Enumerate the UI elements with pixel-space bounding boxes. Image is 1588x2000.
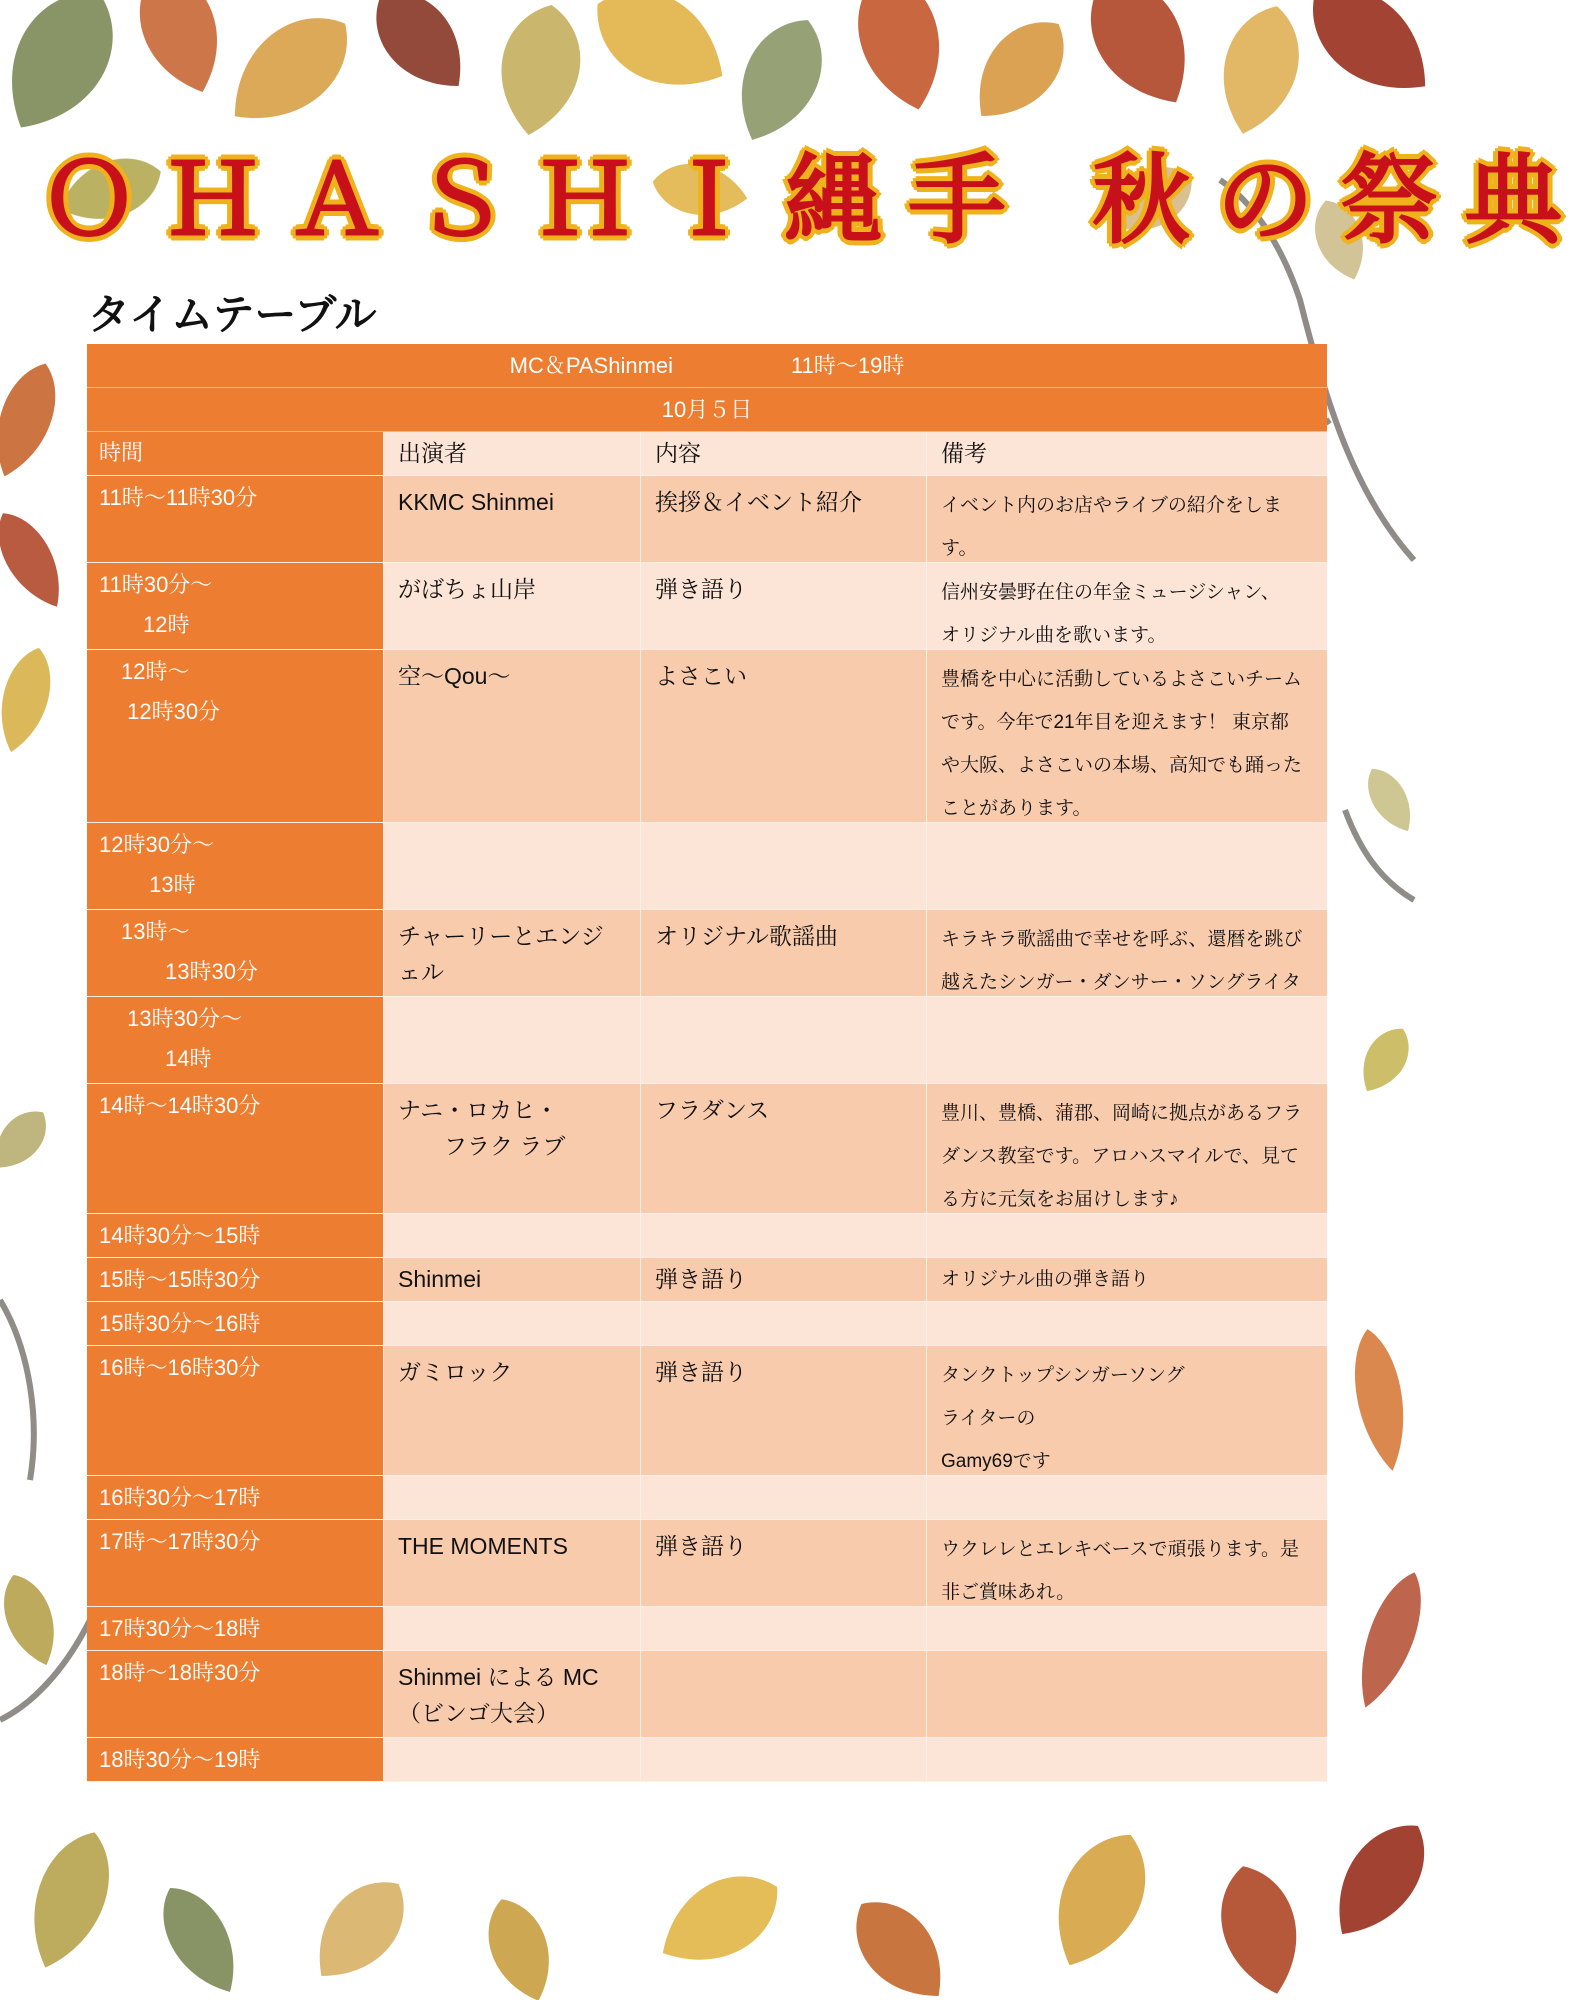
content-cell [641, 1476, 927, 1519]
date-header-row: 10月５日 [87, 388, 1327, 432]
table-row [87, 823, 1327, 910]
note-cell: 豊橋を中心に活動しているよさこいチームです。今年で21年目を迎えます！ 東京都 や大阪、よさこいの本場、高知でも踊ったことがあります。 [927, 650, 1327, 822]
time-cell: 14時〜14時30分 [87, 1084, 384, 1213]
time-cell: 16時30分〜17時 [87, 1476, 384, 1519]
note-cell: キラキラ歌謡曲で幸せを呼ぶ、還暦を跳び越えたシンガー・ダンサー・ソングライタ [927, 910, 1327, 996]
content-cell: 弾き語り [641, 563, 927, 649]
content-cell [641, 1302, 927, 1345]
content-cell: 弾き語り [641, 1346, 927, 1475]
time-cell: 13時30分〜 14時 [87, 997, 384, 1083]
note-cell: オリジナル曲の弾き語り [927, 1258, 1327, 1301]
time-cell: 15時30分〜16時 [87, 1302, 384, 1345]
performer-cell: ナニ・ロカヒ・ フラク ラブ [384, 1084, 641, 1213]
performer-cell [384, 1214, 641, 1257]
table-row [87, 1651, 1327, 1738]
content-cell: フラダンス [641, 1084, 927, 1213]
performer-cell: Shinmei による MC （ビンゴ大会） [384, 1651, 641, 1737]
timetable-body [87, 476, 1327, 1782]
timetable-heading: タイムテーブル [88, 290, 377, 339]
table-row [87, 1084, 1327, 1214]
mc-pa-label: MC＆PAShinmei [509, 353, 674, 378]
performer-cell: ガミロック [384, 1346, 641, 1475]
table-row [87, 1302, 1327, 1346]
mc-header-row [87, 344, 1327, 388]
note-cell [927, 1738, 1327, 1781]
time-cell: 18時30分〜19時 [87, 1738, 384, 1781]
table-row [87, 1214, 1327, 1258]
table-row [87, 1607, 1327, 1651]
note-cell [927, 997, 1327, 1083]
content-cell [641, 997, 927, 1083]
time-cell: 11時30分〜 12時 [87, 563, 384, 649]
note-cell: ウクレレとエレキベースで頑張ります。是非ご賞味あれ。 [927, 1520, 1327, 1606]
time-cell: 13時〜 13時30分 [87, 910, 384, 996]
event-hours: 11時〜19時 [791, 353, 905, 378]
performer-cell: KKMC Shinmei [384, 476, 641, 562]
event-title: ＯＨＡＳＨＩ縄手 秋の祭典 [40, 144, 1588, 258]
content-cell: 弾き語り [641, 1520, 927, 1606]
time-cell: 16時〜16時30分 [87, 1346, 384, 1475]
content-cell [641, 823, 927, 909]
table-row [87, 476, 1327, 563]
note-cell [927, 1302, 1327, 1345]
performer-cell: がばちょ山岸 [384, 563, 641, 649]
time-cell: 14時30分〜15時 [87, 1214, 384, 1257]
column-header-row [87, 432, 1327, 476]
performer-cell [384, 1738, 641, 1781]
note-cell: イベント内のお店やライブの紹介をします。 [927, 476, 1327, 562]
note-cell: 豊川、豊橋、蒲郡、岡崎に拠点があるフラダンス教室です。アロハスマイルで、見てる方に元気をお届けします♪ [927, 1084, 1327, 1213]
time-cell: 11時〜11時30分 [87, 476, 384, 562]
note-cell: タンクトップシンガーソング ライターの Gamy69です [927, 1346, 1327, 1475]
table-row [87, 1346, 1327, 1476]
timetable [87, 344, 1327, 1782]
table-row [87, 650, 1327, 823]
content-cell [641, 1607, 927, 1650]
performer-cell: 空〜Qou〜 [384, 650, 641, 822]
note-cell [927, 1651, 1327, 1737]
content-cell [641, 1214, 927, 1257]
performer-cell [384, 1607, 641, 1650]
col-time-header: 時間 [87, 432, 384, 475]
content-cell: 弾き語り [641, 1258, 927, 1301]
performer-cell [384, 1302, 641, 1345]
time-cell: 12時〜 12時30分 [87, 650, 384, 822]
performer-cell: チャーリーとエンジェル [384, 910, 641, 996]
performer-cell: Shinmei [384, 1258, 641, 1301]
table-row [87, 1258, 1327, 1302]
col-note-header: 備考 [927, 432, 1327, 475]
content-cell: オリジナル歌謡曲 [641, 910, 927, 996]
col-performer-header: 出演者 [384, 432, 641, 475]
time-cell: 17時〜17時30分 [87, 1520, 384, 1606]
performer-cell [384, 823, 641, 909]
performer-cell: THE MOMENTS [384, 1520, 641, 1606]
note-cell [927, 1607, 1327, 1650]
table-row [87, 1476, 1327, 1520]
performer-cell [384, 997, 641, 1083]
content-cell: よさこい [641, 650, 927, 822]
performer-cell [384, 1476, 641, 1519]
time-cell: 18時〜18時30分 [87, 1651, 384, 1737]
table-row [87, 1520, 1327, 1607]
col-content-header: 内容 [641, 432, 927, 475]
table-row [87, 997, 1327, 1084]
content-cell [641, 1738, 927, 1781]
table-row [87, 910, 1327, 997]
note-cell: 信州安曇野在住の年金ミュージシャン、 オリジナル曲を歌います。 [927, 563, 1327, 649]
time-cell: 17時30分〜18時 [87, 1607, 384, 1650]
time-cell: 15時〜15時30分 [87, 1258, 384, 1301]
table-row [87, 1738, 1327, 1782]
note-cell [927, 1214, 1327, 1257]
time-cell: 12時30分〜 13時 [87, 823, 384, 909]
content-cell [641, 1651, 927, 1737]
table-row [87, 563, 1327, 650]
content-cell: 挨拶＆イベント紹介 [641, 476, 927, 562]
note-cell [927, 1476, 1327, 1519]
note-cell [927, 823, 1327, 909]
